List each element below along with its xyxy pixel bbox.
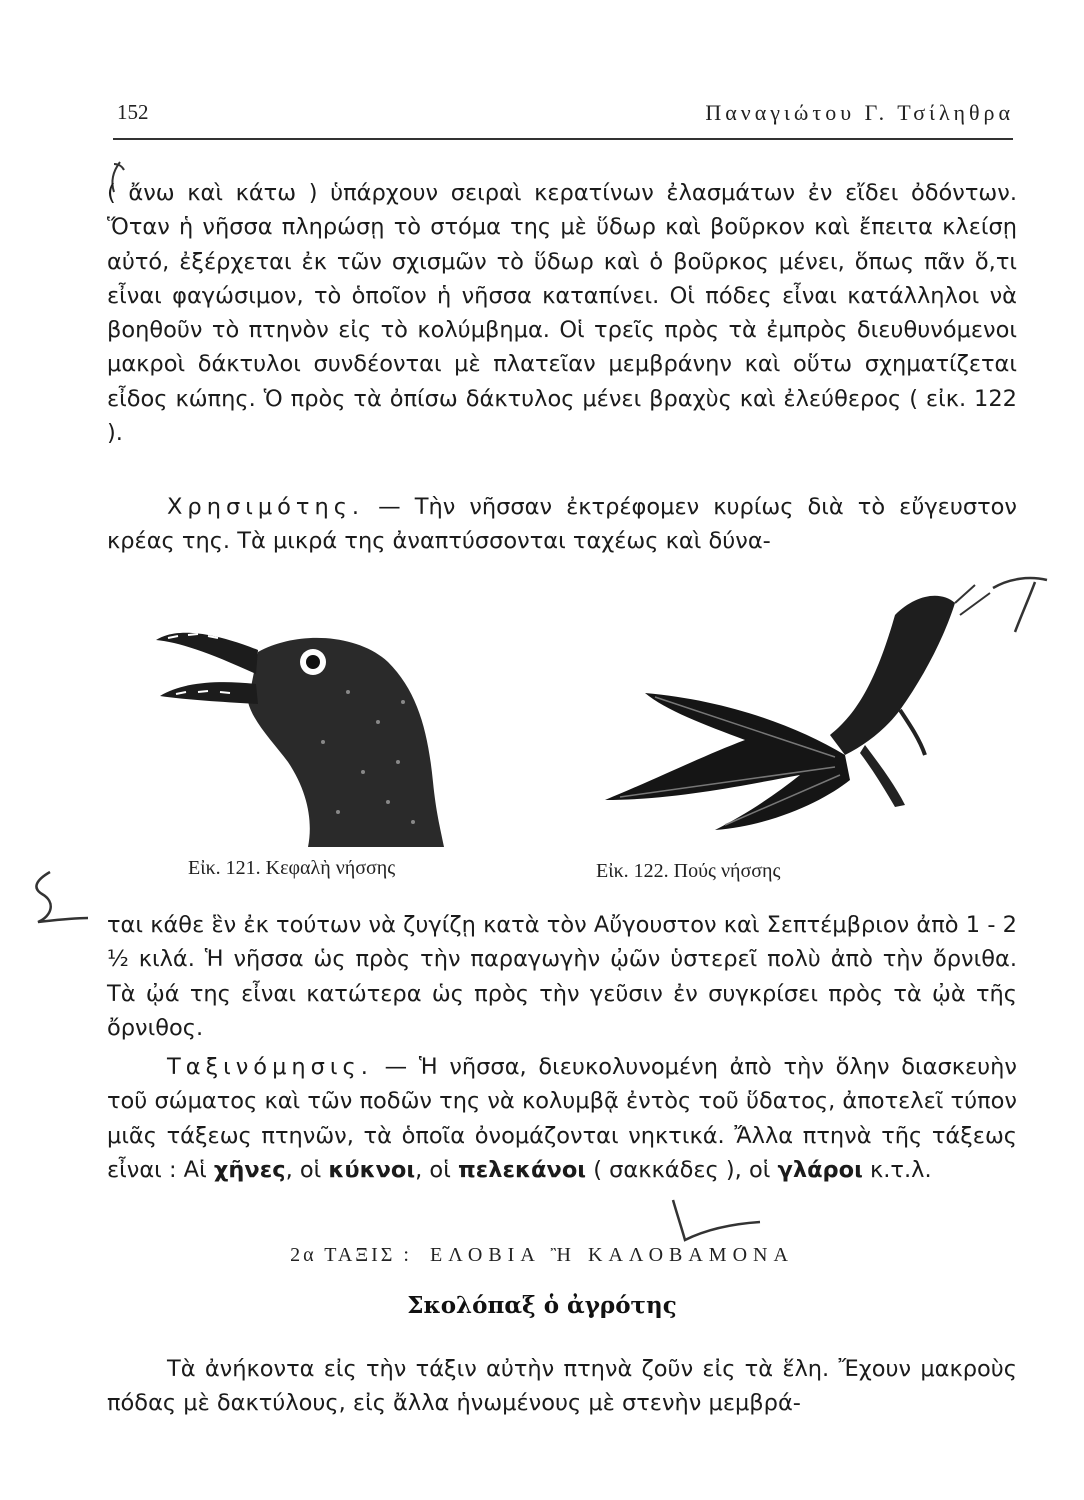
duck-head-illustration	[148, 612, 458, 852]
duck-foot-illustration	[595, 575, 1025, 845]
paragraph-classification	[107, 1050, 1017, 1187]
classification-end: κ.τ.λ.	[862, 1156, 932, 1183]
term-swans: κύκνοι	[328, 1156, 416, 1183]
classification-label: Ταξινόμησις.	[167, 1054, 373, 1080]
classification-sep-2: , οἱ	[415, 1156, 458, 1183]
order-heading-label: 2α ΤΑΞΙΣ :	[290, 1244, 412, 1266]
term-pelicans: πελεκάνοι	[457, 1156, 587, 1183]
running-header-author: Παναγιώτου Γ. Τσίληθρα	[705, 100, 1014, 125]
paragraph-growth-and-eggs: ται κάθε ἓν ἐκ τούτων νὰ ζυγίζῃ κατὰ τὸν Αὔγουστον καὶ Σεπτέμβριον ἀπὸ 1 - 2 ½ κιλά. Ἡ νῆσσα ὡς πρὸς τὴν παραγωγὴν ᾠῶν ὑστερεῖ πολὺ ἀπὸ τὴν ὄρνιθα. Τὰ ᾠά της εἶναι κατώτερα ὡς πρὸς τὴν γεῦσιν ἐν συγκρίσει πρὸς τὰ ᾠὰ τῆς ὄρνιθος.	[107, 912, 1017, 1041]
order-heading-name: ΕΛΟΒΙΑ Ἢ ΚΑΛΟΒΑΜΟΝΑ	[430, 1244, 794, 1266]
term-geese: χῆνες	[213, 1156, 286, 1183]
pen-mark-right-figure	[985, 568, 1055, 638]
classification-sep-3: ( σακκάδες ), οἱ	[586, 1156, 778, 1183]
pen-mark-left-margin	[22, 862, 92, 932]
usefulness-label: Χρησιμότης.	[167, 494, 365, 520]
page-number: 152	[117, 100, 149, 124]
order-heading	[0, 1244, 1084, 1267]
figure-121-caption: Εἰκ. 121. Κεφαλὴ νήσσης	[188, 857, 396, 879]
species-title: Σκολόπαξ ὁ ἀγρότης	[407, 1292, 677, 1319]
figure-122-caption: Εἰκ. 122. Πούς νήσσης	[596, 860, 781, 882]
paragraph-usefulness	[107, 490, 1017, 559]
classification-text: — Ἡ νῆσσα, διευκολυνομένη ἀπὸ τὴν ὅλην διασκευὴν τοῦ σώματος καὶ τῶν ποδῶν της νὰ κολυμβᾷ ἐντὸς τοῦ ὕδατος, ἀποτελεῖ τύπον μιᾶς τάξεως πτηνῶν, τὰ ὁποῖα ὀνομάζονται νηκτικά. Ἄλλα πτηνὰ τῆς τάξεως εἶναι : Αἱ	[107, 1054, 1017, 1183]
paragraph-marsh-birds: Τὰ ἀνήκοντα εἰς τὴν τάξιν αὐτὴν πτηνὰ ζοῦν εἰς τὰ ἕλη. Ἔχουν μακροὺς πόδας μὲ δακτύλους, εἰς ἄλλα ἡνωμένους μὲ στενὴν μεμβρά-	[107, 1356, 1017, 1417]
pen-mark-after-list	[655, 1196, 765, 1246]
term-gulls: γλάροι	[777, 1156, 863, 1183]
header-rule	[113, 138, 1013, 140]
classification-sep-1: , οἱ	[285, 1156, 329, 1183]
paragraph-beak-and-feet: ( ἄνω καὶ κάτω ) ὑπάρχουν σειραὶ κερατίνων ἐλασμάτων ἐν εἴδει ὀδόντων. Ὅταν ἡ νῆσσα πληρώσῃ τὸ στόμα της μὲ ὕδωρ καὶ βοῦρκον καὶ ἔπειτα κλείσῃ αὐτό, ἐξέρχεται ἐκ τῶν σχισμῶν τὸ ὕδωρ καὶ ὁ βοῦρκος μένει, ὅπως πᾶν ὅ,τι εἶναι φαγώσιμον, τὸ ὁποῖον ἡ νῆσσα καταπίνει. Οἱ πόδες εἶναι κατάλληλοι νὰ βοηθοῦν τὸ πτηνὸν εἰς τὸ κολύμβημα. Οἱ τρεῖς πρὸς τὰ ἐμπρὸς διευθυνόμενοι μακροὶ δάκτυλοι συνδέονται μὲ πλατεῖαν μεμβράνην καὶ οὕτω σχηματίζεται εἶδος κώπης. Ὁ πρὸς τὰ ὀπίσω δάκτυλος μένει βραχὺς καὶ ἐλεύθερος ( εἰκ. 122 ).	[107, 180, 1017, 447]
usefulness-text: — Τὴν νῆσσαν ἐκτρέφομεν κυρίως διὰ τὸ εὔγευστον κρέας της. Τὰ μικρά της ἀναπτύσσονται ταχέως καὶ δύνα-	[107, 494, 1017, 555]
